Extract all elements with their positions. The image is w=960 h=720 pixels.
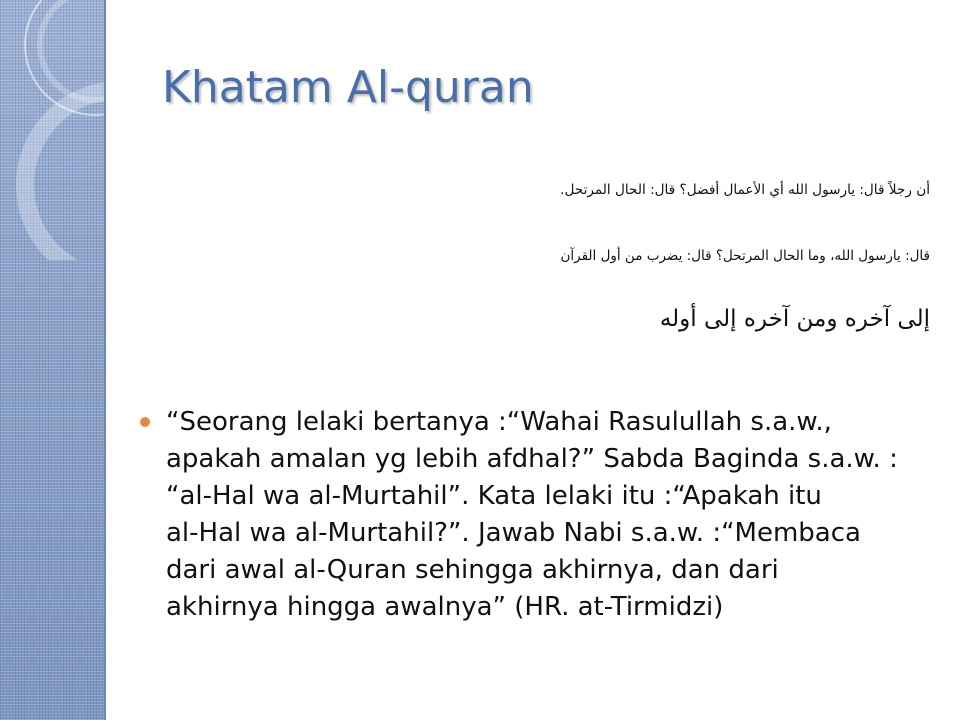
slide-title: Khatam Al-quran (162, 62, 534, 113)
decorative-rings-graphic (0, 0, 106, 260)
translation-line-5: dari awal al-Quran sehingga akhirnya, dan dari (166, 555, 779, 585)
arabic-line-1-text: أن رجلاً قال: يارسول الله أي الأعمال أفضل؟ قال: الحال المرتحل. (560, 182, 930, 198)
arabic-line-2 (560, 230, 930, 296)
arabic-hadith-text (560, 164, 930, 362)
translation-line-4: al-Hal wa al-Murtahil?”. Jawab Nabi s.a.w. :“Membaca (166, 518, 861, 548)
arabic-line-3-text: إلى آخره ومن آخره إلى أوله (659, 306, 930, 332)
arabic-line-2-text: قال: يارسول الله، وما الحال المرتحل؟ قال: يضرب من أول القرآن (560, 248, 930, 264)
translation-line-1: “Seorang lelaki bertanya :“Wahai Rasulullah s.a.w., (166, 407, 832, 437)
side-panel-edge (104, 0, 106, 720)
decorative-side-panel (0, 0, 106, 720)
arabic-line-1 (560, 164, 930, 230)
bullet-icon (140, 417, 150, 427)
translation-bullet (140, 404, 940, 626)
translation-line-6: akhirnya hingga awalnya” (HR. at-Tirmidzi) (166, 592, 724, 622)
translation-text (166, 404, 940, 626)
translation-line-2: apakah amalan yg lebih afdhal?” Sabda Baginda s.a.w. : (166, 444, 898, 474)
arabic-line-3 (560, 296, 930, 362)
translation-line-3: “al-Hal wa al-Murtahil”. Kata lelaki itu :“Apakah itu (166, 481, 822, 511)
